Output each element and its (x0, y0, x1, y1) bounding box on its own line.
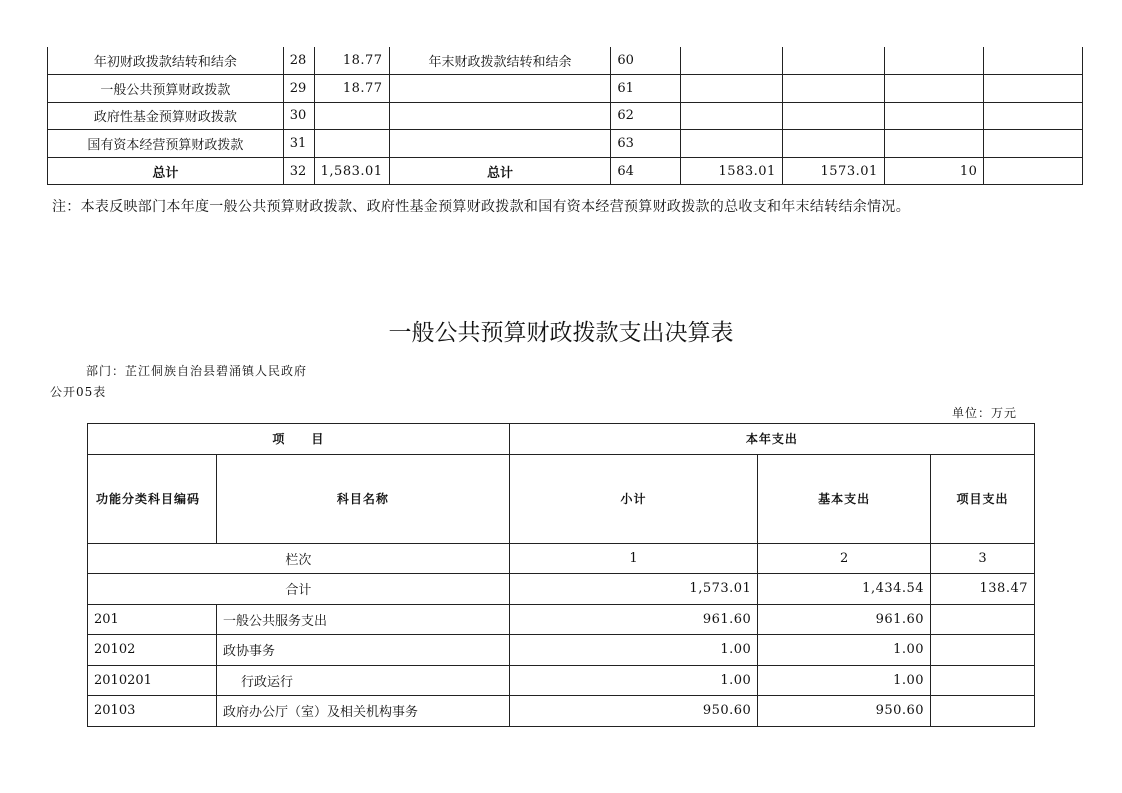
table-row (48, 130, 1083, 158)
header-current-year: 本年支出 (509, 424, 1034, 455)
subject-name: 行政运行 (216, 665, 509, 696)
expense-project: 10 (884, 157, 984, 185)
expense-row-number: 60 (611, 47, 680, 75)
income-row-number: 28 (283, 47, 314, 75)
col-project-expenditure: 项目支出 (931, 454, 1035, 543)
subject-name: 政府办公厅（室）及相关机构事务 (216, 696, 509, 727)
table-note: 注：本表反映部门本年度一般公共预算财政拨款、政府性基金预算财政拨款和国有资本经营预算财政拨款的总收支和年末结转结余情况。 (52, 199, 910, 215)
row-index-cell: 2 (758, 543, 931, 574)
expense-total (680, 102, 782, 130)
table-row (48, 102, 1083, 130)
income-item-label: 一般公共预算财政拨款 (48, 75, 284, 103)
table-row (88, 696, 1035, 727)
income-amount (314, 130, 389, 158)
expense-item-label (389, 130, 611, 158)
total-basic: 1,434.54 (758, 574, 931, 605)
expense-total (680, 130, 782, 158)
project-amount (931, 604, 1035, 635)
subject-code: 2010201 (88, 665, 217, 696)
col-basic-expenditure: 基本支出 (758, 454, 931, 543)
total-row (88, 574, 1035, 605)
total-label: 合计 (88, 574, 510, 605)
expense-other (984, 102, 1083, 130)
basic-amount: 1.00 (758, 635, 931, 666)
row-index-label: 栏次 (88, 543, 510, 574)
expense-row-number: 63 (611, 130, 680, 158)
expense-basic: 1573.01 (782, 157, 884, 185)
basic-amount: 950.60 (758, 696, 931, 727)
fiscal-balance-table (47, 47, 1083, 185)
table-row (88, 665, 1035, 696)
income-row-number: 32 (283, 157, 314, 185)
subtotal-amount: 1.00 (509, 635, 758, 666)
expense-basic (782, 130, 884, 158)
header-row-2 (88, 454, 1035, 543)
income-row-number: 30 (283, 102, 314, 130)
expense-other (984, 130, 1083, 158)
expense-project (884, 102, 984, 130)
expense-project (884, 75, 984, 103)
expense-item-label: 年末财政拨款结转和结余 (389, 47, 611, 75)
income-row-number: 31 (283, 130, 314, 158)
expense-project (884, 47, 984, 75)
expense-total (680, 75, 782, 103)
total-project: 138.47 (931, 574, 1035, 605)
expense-other (984, 47, 1083, 75)
expense-total: 1583.01 (680, 157, 782, 185)
project-amount (931, 696, 1035, 727)
income-amount: 18.77 (314, 47, 389, 75)
expense-item-label: 总计 (389, 157, 611, 185)
unit-label: 单位：万元 (952, 406, 1018, 420)
project-amount (931, 665, 1035, 696)
department-label: 部门：芷江侗族自治县碧涌镇人民政府 (86, 364, 308, 378)
col-function-code: 功能分类科目编码 (88, 454, 217, 543)
subtotal-amount: 961.60 (509, 604, 758, 635)
subject-name: 政协事务 (216, 635, 509, 666)
subject-code: 201 (88, 604, 217, 635)
form-number: 公开05表 (50, 385, 107, 399)
income-item-label: 国有资本经营预算财政拨款 (48, 130, 284, 158)
expense-row-number: 61 (611, 75, 680, 103)
income-item-label: 总计 (48, 157, 284, 185)
row-index-cell: 3 (931, 543, 1035, 574)
table-row (88, 635, 1035, 666)
expense-row-number: 62 (611, 102, 680, 130)
table-row (48, 47, 1083, 75)
income-row-number: 29 (283, 75, 314, 103)
project-amount (931, 635, 1035, 666)
col-subject-name: 科目名称 (216, 454, 509, 543)
expense-basic (782, 47, 884, 75)
subtotal-amount: 950.60 (509, 696, 758, 727)
header-project: 项 目 (88, 424, 510, 455)
subject-name: 一般公共服务支出 (216, 604, 509, 635)
expense-row-number: 64 (611, 157, 680, 185)
expense-project (884, 130, 984, 158)
income-item-label: 年初财政拨款结转和结余 (48, 47, 284, 75)
expense-total (680, 47, 782, 75)
expense-other (984, 157, 1083, 185)
subject-code: 20102 (88, 635, 217, 666)
header-row-1 (88, 424, 1035, 455)
expense-basic (782, 102, 884, 130)
table-row (48, 157, 1083, 185)
expense-item-label (389, 102, 611, 130)
income-item-label: 政府性基金预算财政拨款 (48, 102, 284, 130)
basic-amount: 1.00 (758, 665, 931, 696)
subject-code: 20103 (88, 696, 217, 727)
expense-basic (782, 75, 884, 103)
expenditure-table (87, 423, 1035, 727)
table-row (48, 75, 1083, 103)
expense-item-label (389, 75, 611, 103)
total-subtotal: 1,573.01 (509, 574, 758, 605)
column-index-row (88, 543, 1035, 574)
col-subtotal: 小计 (509, 454, 758, 543)
row-index-cell: 1 (509, 543, 758, 574)
income-amount: 18.77 (314, 75, 389, 103)
income-amount: 1,583.01 (314, 157, 389, 185)
expense-other (984, 75, 1083, 103)
table-row (88, 604, 1035, 635)
page-title: 一般公共预算财政拨款支出决算表 (388, 320, 734, 346)
income-amount (314, 102, 389, 130)
subtotal-amount: 1.00 (509, 665, 758, 696)
basic-amount: 961.60 (758, 604, 931, 635)
